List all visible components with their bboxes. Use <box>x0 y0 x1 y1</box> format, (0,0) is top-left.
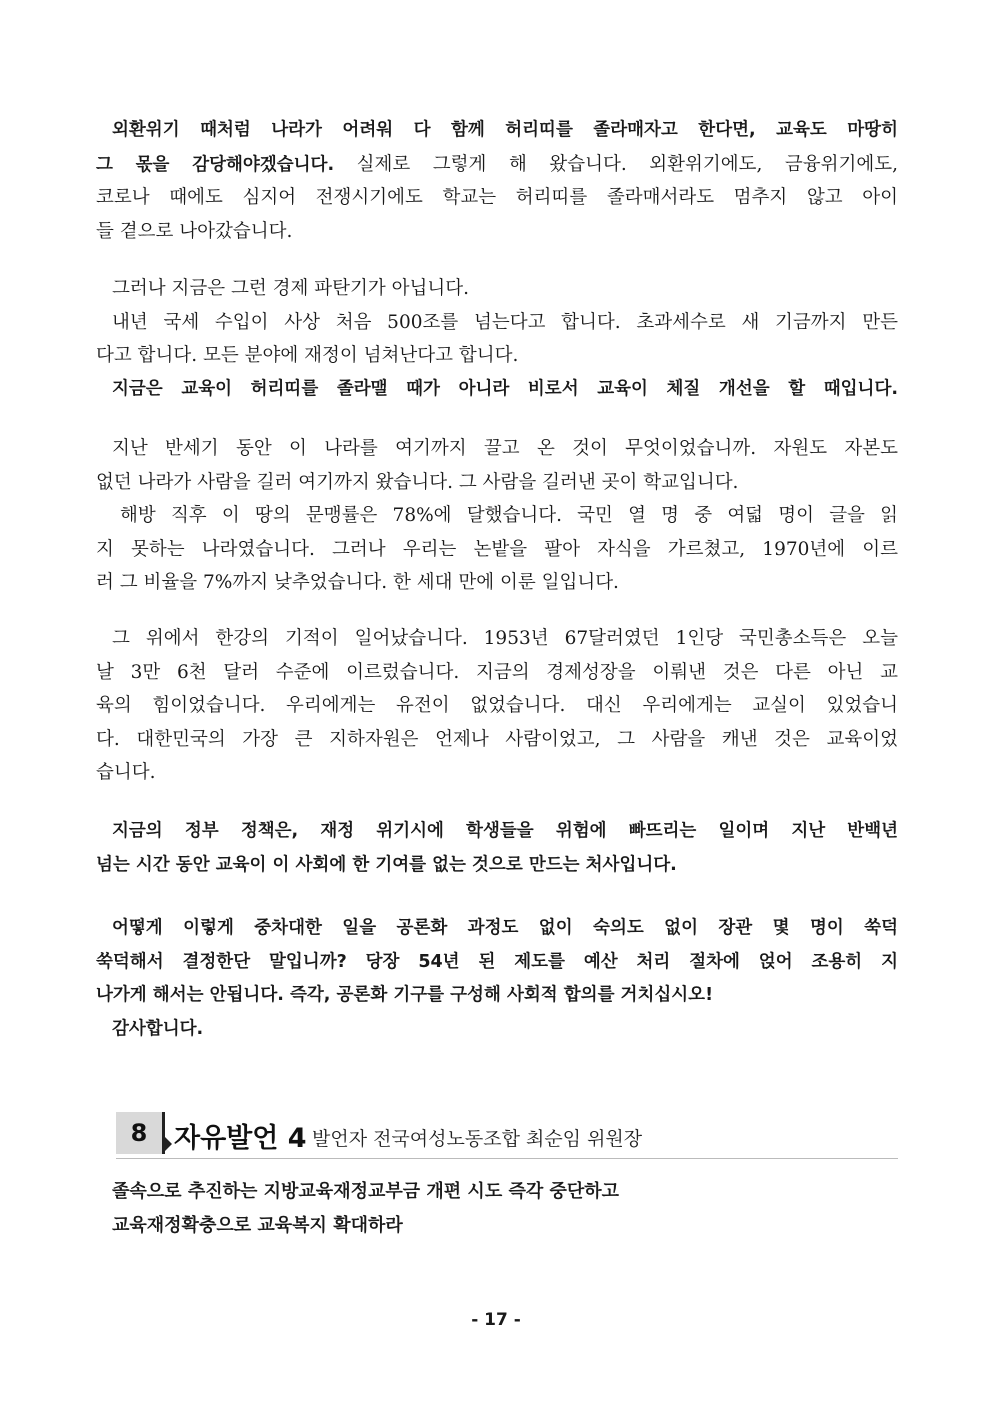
p4-line-5: 습니다. <box>96 762 156 783</box>
paragraph-1 <box>96 114 898 248</box>
p2-line-2: 내년 국세 수입이 사상 처음 500조를 넘는다고 합니다. 초과세수로 새 기금까지 만든 <box>112 311 898 333</box>
p6-line-4: 감사합니다. <box>112 1018 204 1039</box>
page-number: - 17 - <box>471 1310 521 1330</box>
p1-line-2-text: 실제로 그렇게 해 왔습니다. 외환위기에도, 금융위기에도, <box>334 153 898 175</box>
speech-headline <box>112 1175 619 1243</box>
paragraph-2 <box>96 272 898 406</box>
paragraph-6 <box>96 912 898 1046</box>
p3-line-2: 없던 나라가 사람을 길러 여기까지 왔습니다. 그 사람을 길러낸 곳이 학교입니다. <box>96 471 739 493</box>
paragraph-4 <box>96 622 898 790</box>
p2-line-3: 다고 합니다. 모든 분야에 재정이 넘쳐난다고 합니다. <box>96 345 519 366</box>
badge-arrow-icon <box>162 1134 172 1154</box>
p1-line-2-bold: 그 몫을 감당해야겠습니다. <box>96 154 335 175</box>
section-divider <box>116 1158 898 1159</box>
p4-line-1: 그 위에서 한강의 기적이 일어났습니다. 1953년 67달러였던 1인당 국민총소득은 오늘 <box>112 628 898 649</box>
section-number-badge: 8 <box>116 1112 165 1154</box>
p3-line-3: 해방 직후 이 땅의 문맹률은 78%에 달했습니다. 국민 열 명 중 여덟 명이 글을 읽 <box>120 505 898 526</box>
paragraph-3 <box>96 432 898 600</box>
p6-line-1: 어떻게 이렇게 중차대한 일을 공론화 과정도 없이 숙의도 없이 장관 몇 명이 쑥덕 <box>112 918 898 938</box>
headline-line-1: 졸속으로 추진하는 지방교육재정교부금 개편 시도 즉각 중단하고 <box>112 1181 620 1202</box>
section-title: 자유발언 4 <box>174 1123 307 1154</box>
p3-line-5: 러 그 비율을 7%까지 낮추었습니다. 한 세대 만에 이룬 일입니다. <box>96 572 619 593</box>
p4-line-2: 날 3만 6천 달러 수준에 이르렀습니다. 지금의 경제성장을 이뤄낸 것은 다른 아닌 교 <box>96 661 898 683</box>
p5-line-1: 지금의 정부 정책은, 재정 위기시에 학생들을 위험에 빠뜨리는 일이며 지난 반백년 <box>112 821 898 841</box>
paragraph-5 <box>96 815 898 882</box>
p1-line-2 <box>96 148 898 182</box>
p6-line-3: 나가게 해서는 안됩니다. 즉각, 공론화 기구를 구성해 사회적 합의를 거치십시오! <box>96 985 714 1005</box>
p6-line-2: 쑥덕해서 결정한단 말입니까? 당장 54년 된 제도를 예산 처리 절차에 얹어 조용히 지 <box>96 951 898 972</box>
section-speaker: 발언자 전국여성노동조합 최순임 위원장 <box>312 1128 643 1150</box>
p1-line-3: 코로나 때에도 심지어 전쟁시기에도 학교는 허리띠를 졸라매서라도 멈추지 않고 아이 <box>96 187 898 208</box>
p3-line-4: 지 못하는 나라였습니다. 그러나 우리는 논밭을 팔아 자식을 가르쳤고, 1970년에 이르 <box>96 538 898 560</box>
p5-line-2: 넘는 시간 동안 교육이 이 사회에 한 기여를 없는 것으로 만드는 처사입니다. <box>96 854 677 875</box>
p3-line-1: 지난 반세기 동안 이 나라를 여기까지 끌고 온 것이 무엇이었습니까. 자원도 자본도 <box>112 438 898 459</box>
headline-line-2: 교육재정확충으로 교육복지 확대하라 <box>112 1215 403 1236</box>
p4-line-4: 다. 대한민국의 가장 큰 지하자원은 언제나 사람이었고, 그 사람을 캐낸 것은 교육이었 <box>96 728 898 750</box>
p1-line-4: 들 곁으로 나아갔습니다. <box>96 220 293 242</box>
p4-line-3: 육의 힘이었습니다. 우리에게는 유전이 없었습니다. 대신 우리에게는 교실이 있었습니 <box>96 695 898 716</box>
p2-line-4: 지금은 교육이 허리띠를 졸라맬 때가 아니라 비로서 교육이 체질 개선을 할 때입니다. <box>112 378 898 399</box>
section-header <box>116 1112 898 1162</box>
p2-line-1: 그러나 지금은 그런 경제 파탄기가 아닙니다. <box>112 278 469 299</box>
p1-line-1: 외환위기 때처럼 나라가 어려워 다 함께 허리띠를 졸라매자고 한다면, 교육도 마땅히 <box>112 120 898 140</box>
